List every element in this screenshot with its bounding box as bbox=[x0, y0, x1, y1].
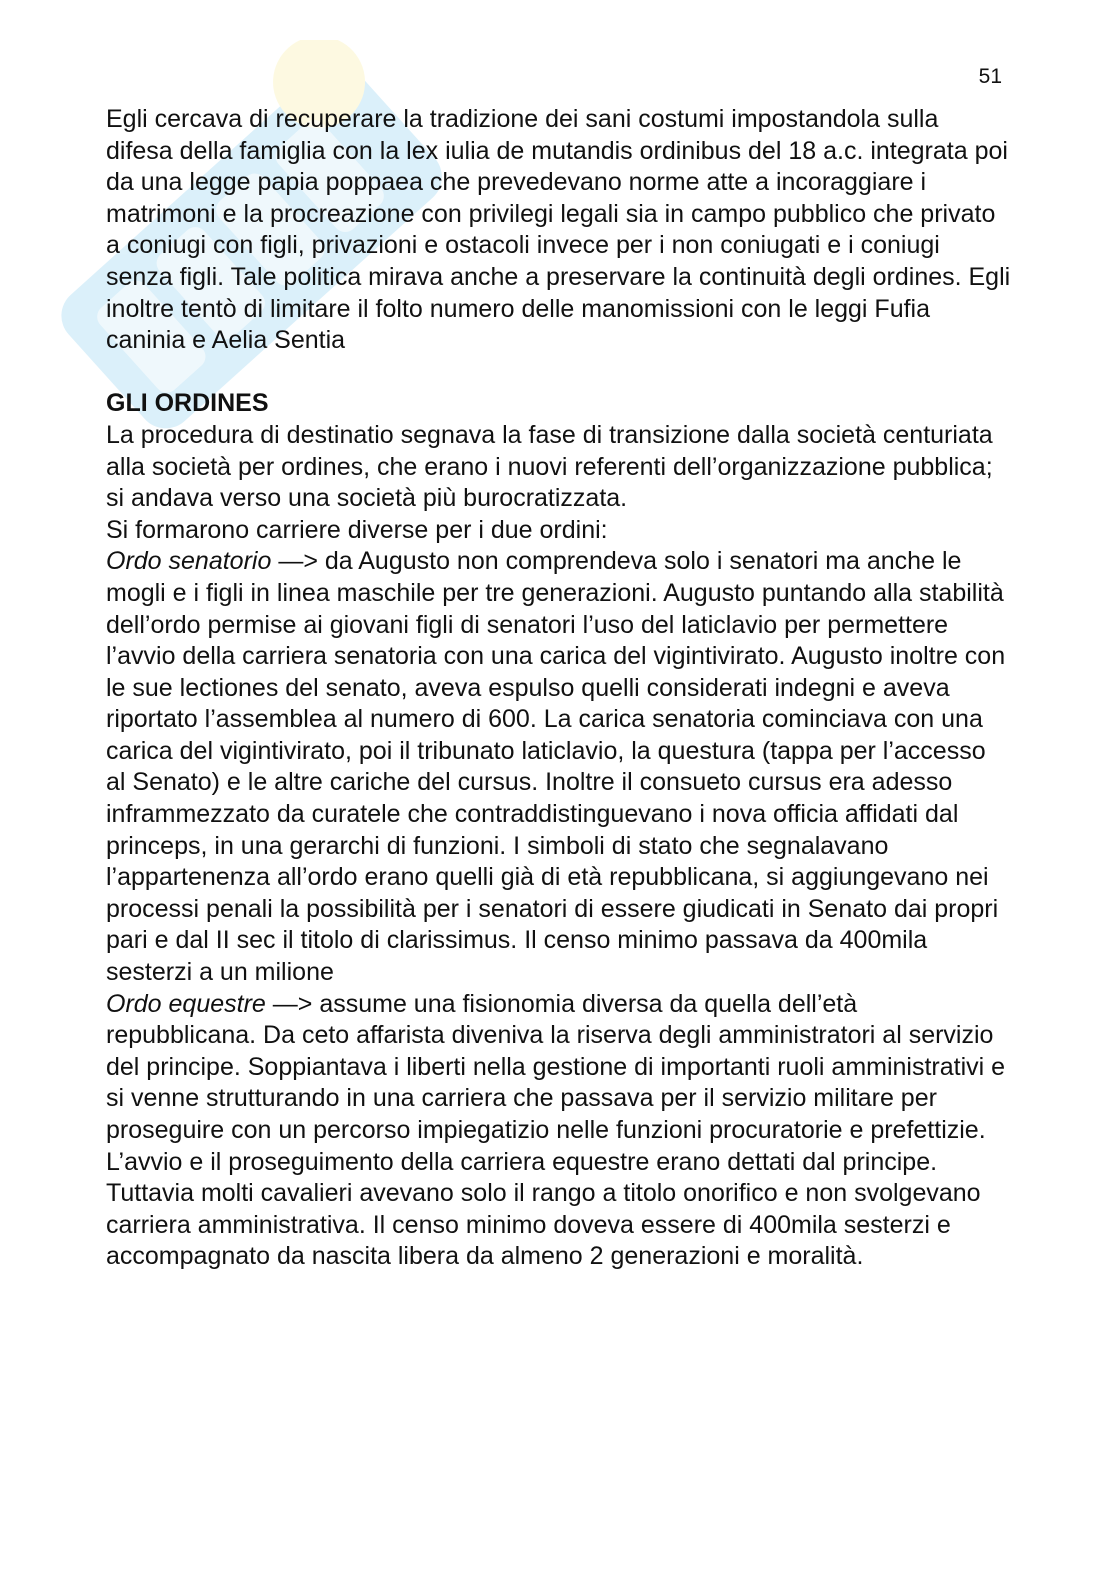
ordo-equestre-text: assume una fisionomia diversa da quella dell’età repubblicana. Da ceto affarista diveniva la riserva degli amministratori al servizio del principe. Soppiantava i liberti nella gestione di importanti ruoli amministrativi e si venne strutturando in una carriera che passava per il servizio militare per proseguire con un percorso impiegatizio nelle funzioni procuratorie e prefettizie. L’avvio e il proseguimento della carriera equestre erano dettati dal principe. Tuttavia molti cavalieri avevano solo il rango a titolo onorifico e non svolgevano carriera amministrativa. Il censo minimo doveva essere di 400mila sesterzi e accompagnato da nascita libera da almeno 2 generazioni e moralità. bbox=[106, 989, 1006, 1271]
ordo-equestre-term: Ordo equestre bbox=[106, 989, 266, 1018]
intro-paragraph: Egli cercava di recuperare la tradizione dei sani costumi impostandola sulla difesa della famiglia con la lex iulia de mutandis ordinibus del 18 a.c. integrata poi da una legge papia poppaea che prevedevano norme atte a incoraggiare i matrimoni e la procreazione con privilegi legali sia in campo pubblico che privato a coniugi con figli, privazioni e ostacoli invece per i non coniugati e i coniugi senza figli. Tale politica mirava anche a preservare la continuità degli ordines. Egli inoltre tentò di limitare il folto numero delle manomissioni con le leggi Fufia caninia e Aelia Sentia bbox=[106, 105, 1011, 355]
ordo-senatorio-paragraph bbox=[106, 546, 1012, 988]
paragraph-spacer bbox=[106, 357, 1012, 389]
ordo-senatorio-arrow: —> bbox=[271, 547, 325, 576]
page-content bbox=[106, 104, 1012, 1273]
ordo-equestre-paragraph bbox=[106, 989, 1012, 1273]
ordines-intro-paragraph: La procedura di destinatio segnava la fase di transizione dalla società centuriata alla società per ordines, che erano i nuovi referenti dell’organizzazione pubblica; si andava verso una società più burocratizzata. bbox=[106, 420, 993, 513]
section-heading: GLI ORDINES bbox=[106, 389, 269, 418]
ordo-senatorio-text: da Augusto non comprendeva solo i senatori ma anche le mogli e i figli in linea maschile per tre generazioni. Augusto puntando alla stabilità dell’ordo permise ai giovani figli di senatori l’uso del laticlavio per permettere l’avvio della carriera senatoria con una carica del vigintivirato. Augusto inoltre con le sue lectiones del senato, aveva espulso quelli considerati indegni e aveva riportato l’assemblea al numero di 600. La carica senatoria cominciava con una carica del vigintivirato, poi il tribunato laticlavio, la questura (tappa per l’accesso al Senato) e le altre cariche del cursus. Inoltre il consueto cursus era adesso inframmezzato da curatele che contraddistinguevano i nova officia affidati dal princeps, in una gerarchi di funzioni. I simboli di stato che segnalavano l’appartenenza all’ordo erano quelli già di età repubblicana, si aggiungevano nei processi penali la possibilità per i senatori di essere giudicati in Senato dai propri pari e dal II sec il titolo di clarissimus. Il censo minimo passava da 400mila sesterzi a un milione bbox=[106, 547, 1006, 987]
ordo-equestre-arrow: —> bbox=[265, 989, 320, 1018]
page-number: 51 bbox=[978, 65, 1002, 88]
ordo-senatorio-term: Ordo senatorio bbox=[106, 547, 272, 576]
ordines-list-intro: Si formarono carriere diverse per i due ordini: bbox=[106, 515, 608, 544]
